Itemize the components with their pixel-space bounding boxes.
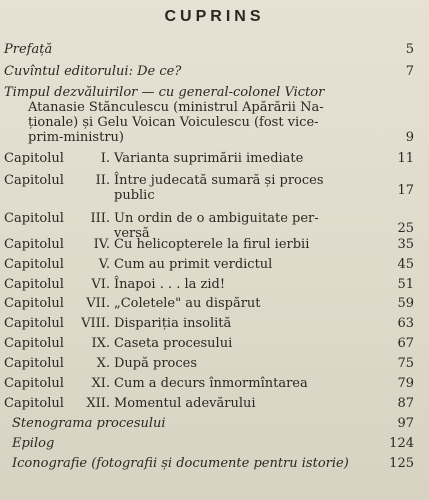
toc-page-number: 97 bbox=[397, 416, 414, 431]
chapter-title: Cum au primit verdictul bbox=[114, 257, 273, 272]
chapter-number: IX. bbox=[91, 336, 110, 351]
chapter-number: X. bbox=[96, 356, 110, 371]
chapter-label: Capitolul bbox=[4, 257, 64, 272]
chapter-label: Capitolul bbox=[4, 376, 64, 391]
toc-page-number: 9 bbox=[405, 130, 414, 145]
chapter-title: „Coletele" au dispărut bbox=[114, 296, 261, 311]
toc-entry-text-cont: ționale) și Gelu Voican Voiculescu (fost vice- bbox=[28, 115, 319, 130]
toc-page-number: 7 bbox=[405, 64, 414, 79]
chapter-number: III. bbox=[90, 211, 110, 226]
toc-page-number: 35 bbox=[397, 237, 414, 252]
chapter-title: Cu helicopterele la firul ierbii bbox=[114, 237, 310, 252]
chapter-label: Capitolul bbox=[4, 211, 64, 226]
toc-entry-text-cont: prim-ministru) bbox=[28, 130, 124, 145]
toc-page-number: 5 bbox=[405, 42, 414, 57]
toc-page-number: 75 bbox=[397, 356, 414, 371]
chapter-label: Capitolul bbox=[4, 277, 64, 292]
chapter-title-cont: public bbox=[114, 188, 155, 203]
chapter-number: V. bbox=[98, 257, 110, 272]
chapter-title: Înapoi . . . la zid! bbox=[114, 277, 226, 292]
chapter-label: Capitolul bbox=[4, 356, 64, 371]
chapter-label: Capitolul bbox=[4, 336, 64, 351]
toc-entry-timpul bbox=[4, 85, 414, 145]
toc-page-number: 11 bbox=[397, 151, 414, 166]
toc-chapter bbox=[4, 173, 414, 205]
toc-entry-text: Timpul dezvăluirilor — cu general-colonel Victor bbox=[4, 85, 325, 100]
chapter-title: Un ordin de o ambiguitate per- bbox=[114, 211, 319, 226]
chapter-label: Capitolul bbox=[4, 396, 64, 411]
chapter-number: I. bbox=[100, 151, 110, 166]
toc-entry-text: Iconografie (fotografii și documente pentru istorie) bbox=[12, 456, 349, 471]
chapter-title: Momentul adevărului bbox=[114, 396, 256, 411]
chapter-title: Dispariția insolită bbox=[114, 316, 232, 331]
chapter-number: II. bbox=[95, 173, 110, 188]
toc-page-number: 125 bbox=[389, 456, 414, 471]
chapter-title: Cum a decurs înmormîntarea bbox=[114, 376, 308, 391]
toc-entry-text: Cuvîntul editorului: De ce? bbox=[4, 64, 182, 79]
chapter-title: După proces bbox=[114, 356, 198, 371]
toc-page-number: 79 bbox=[397, 376, 414, 391]
toc-page-number: 51 bbox=[397, 277, 414, 292]
chapter-title-cont: versă bbox=[114, 226, 150, 241]
chapter-label: Capitolul bbox=[4, 296, 64, 311]
toc-entry-text: Epilog bbox=[12, 436, 55, 451]
chapter-title: Între judecată sumară și proces bbox=[114, 173, 324, 188]
chapter-title: Caseta procesului bbox=[114, 336, 233, 351]
toc-page-number: 63 bbox=[397, 316, 414, 331]
chapter-number: VI. bbox=[91, 277, 110, 292]
chapter-number: XII. bbox=[86, 396, 110, 411]
chapter-label: Capitolul bbox=[4, 151, 64, 166]
chapter-number: VIII. bbox=[81, 316, 110, 331]
toc-page-number: 59 bbox=[397, 296, 414, 311]
toc-entry-text: Stenograma procesului bbox=[12, 416, 166, 431]
toc-page-number: 87 bbox=[397, 396, 414, 411]
toc-entry-text-cont: Atanasie Stănculescu (ministrul Apărării Na- bbox=[28, 100, 324, 115]
chapter-label: Capitolul bbox=[4, 237, 64, 252]
chapter-label: Capitolul bbox=[4, 316, 64, 331]
page-title: CUPRINS bbox=[164, 8, 265, 25]
chapter-number: IV. bbox=[93, 237, 110, 252]
chapter-number: XI. bbox=[91, 376, 110, 391]
toc-page-number: 25 bbox=[397, 221, 414, 236]
toc-page-number: 45 bbox=[397, 257, 414, 272]
chapter-title: Varianta suprimării imediate bbox=[114, 151, 304, 166]
toc-page-number: 124 bbox=[389, 436, 414, 451]
chapter-number: VII. bbox=[86, 296, 110, 311]
toc-page-number: 67 bbox=[397, 336, 414, 351]
chapter-label: Capitolul bbox=[4, 173, 64, 188]
toc-page-number: 17 bbox=[397, 183, 414, 198]
toc-entry-text: Prefață bbox=[4, 42, 53, 57]
